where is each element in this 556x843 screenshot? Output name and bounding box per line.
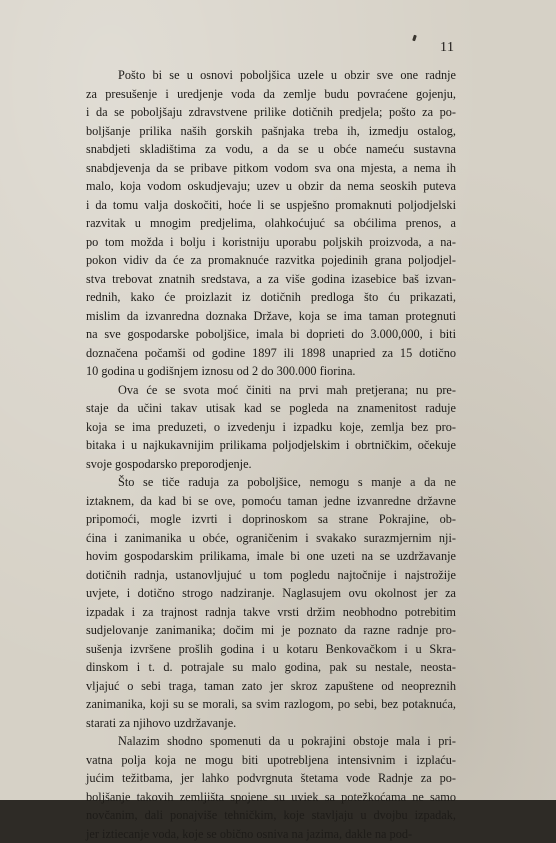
page-number: 11 (440, 40, 454, 56)
text-line: boljšanje takovih zemljišta spojene su uviek sa potežkoćama ne samo (86, 788, 456, 807)
text-line: svoje gospodarsko preporodjenje. (86, 455, 456, 474)
text-line: snabdjeti skladištima za vodu, a da se u obće nameću sustavna (86, 140, 456, 159)
text-line: Što se tiče raduja za poboljšice, nemogu s manje a da ne (86, 473, 456, 492)
text-line: Nalazim shodno spomenuti da u pokrajini obstoje mala i pri- (86, 732, 456, 751)
text-line: stva trebovat znatnih sredstava, a za više godina izasebice baš izvan- (86, 270, 456, 289)
paragraph (86, 66, 456, 381)
text-line: Ova će se svota moć činiti na prvi mah pretjerana; nu pre- (86, 381, 456, 400)
text-line: izpadak i za trajnost radnja takve vrsti držim neobhodno potrebitim (86, 603, 456, 622)
text-line: novčanim, dali ponajviše tehničkim, koje stavljaju u dvojbu izpadak, (86, 806, 456, 825)
paragraph (86, 381, 456, 474)
text-line: vljajuć o sebi traga, taman zato jer skroz zapuštene od neopreznih (86, 677, 456, 696)
text-line: doznačena počamši od godine 1897 ili 1898 unapried za 15 dotično (86, 344, 456, 363)
text-line: pokon vidiv da će za promaknuće razvitka pojedinih grana poljodjel- (86, 251, 456, 270)
text-line: jer iztiecanje voda, koje se obično osniva na jazima, dakle na pod- (86, 825, 456, 843)
text-line: hovim gospodarskim prilikama, imale bi one uzeti na se uzdržavanje (86, 547, 456, 566)
text-line: sudjelovanje zanimanika; dočim mi je poznato da razne radnje pro- (86, 621, 456, 640)
text-line: po tom možda i bolju i koristniju uporabu poljskih proizvoda, a na- (86, 233, 456, 252)
text-line: 10 godina u godišnjem iznosu od 2 do 300.000 fiorina. (86, 362, 456, 381)
text-line: rednih, kako će proizlazit iz dotičnih predloga što ću prikazati, (86, 288, 456, 307)
text-line: zanimanika, koji su se morali, sa svim razlogom, po sebi, bez potaknuća, (86, 695, 456, 714)
text-line: za presušenje i uredjenje voda da zemlje budu povraćene gojenju, (86, 85, 456, 104)
text-line: jućim težitbama, jer lahko podvrgnuta štetama vode Radnje za po- (86, 769, 456, 788)
text-line: sušenja izvršene prošlih godina i u kotaru Benkovačkom i u Skra- (86, 640, 456, 659)
text-line: uvjete, i dotično strogo nadziranje. Naglasujem ovu okolnost jer za (86, 584, 456, 603)
text-line: na sve gospodarske poboljšice, imala bi doprieti do 3.000,000, i biti (86, 325, 456, 344)
text-line: bitaka i u najkukavnijim prilikama poljodjelskim i obrtničkim, očekuje (86, 436, 456, 455)
text-line: ćina i zanimanika u obće, ograničenim i svakako surazmjernim nji- (86, 529, 456, 548)
paragraph (86, 473, 456, 732)
paragraph (86, 732, 456, 843)
text-line: starati za njihovo uzdržavanje. (86, 714, 456, 733)
text-line: Pošto bi se u osnovi poboljšica uzele u obzir sve one radnje (86, 66, 456, 85)
text-line: pripomoći, mogle izvrti i doprinoskom sa strane Pokrajine, ob- (86, 510, 456, 529)
body-text (86, 66, 456, 843)
text-line: boljšanje prilika naših gorskih pašnjaka treba ih, izmedju ostalog, (86, 122, 456, 141)
text-line: dinskom i t. d. potrajale su malo godina, pak su nestale, neosta- (86, 658, 456, 677)
text-line: snabdjevenja da se pribave pitkom vodom sva ona mjesta, a nema ih (86, 159, 456, 178)
text-line: i da se poboljšaju zdravstvene prilike dotičnih predjela; pošto za po- (86, 103, 456, 122)
text-line: dotičnih radnja, ustanovljujuć u tom pogledu najtočnije i najstrožije (86, 566, 456, 585)
text-line: i da tomu valja doskočiti, hoće li se uspješno promaknuti poljodjelski (86, 196, 456, 215)
text-line: koja se ima preduzeti, o izvedenju i izpadku koje, zemlja bez pro- (86, 418, 456, 437)
text-line: razvitak u mnogim predjelima, olahkoćujuć sa obćilima prenos, a (86, 214, 456, 233)
text-line: iztaknem, da kad bi se ove, pomoću taman jedne izvanredne državne (86, 492, 456, 511)
text-line: mislim da izvanredna doznaka Države, koja se ima taman protegnuti (86, 307, 456, 326)
text-line: malo, koja vodom oskudjevaju; uzev u obzir da nema seoskih puteva (86, 177, 456, 196)
ink-mark (412, 35, 417, 42)
text-line: staje da učini takav utisak kad se pogleda na znamenitost raduje (86, 399, 456, 418)
text-line: vatna polja koja ne mogu biti upotrebljena intensivnim i izplaću- (86, 751, 456, 770)
